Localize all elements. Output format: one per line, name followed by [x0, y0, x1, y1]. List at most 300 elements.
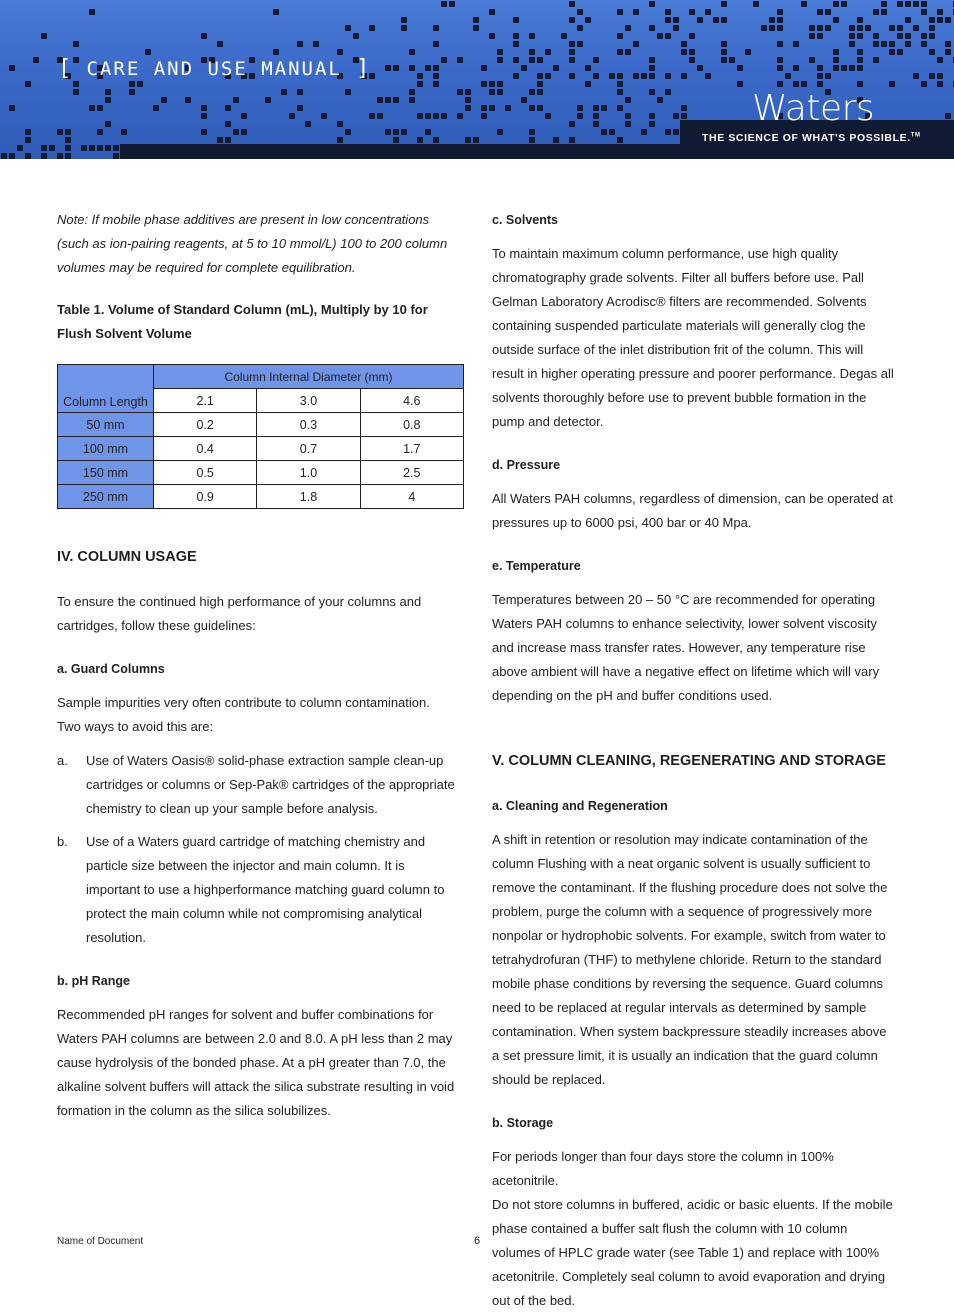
pixel-block	[681, 105, 687, 111]
pixel-block	[793, 81, 799, 87]
pixel-block	[817, 73, 823, 79]
pixel-block	[297, 41, 303, 47]
pixel-block	[849, 65, 855, 71]
pixel-block	[97, 105, 103, 111]
pixel-block	[585, 65, 591, 71]
pixel-block	[697, 17, 703, 23]
pixel-block	[417, 73, 423, 79]
pixel-block	[521, 65, 527, 71]
volume-cell: 0.3	[257, 413, 360, 437]
pixel-block	[553, 65, 559, 71]
pixel-block	[641, 73, 647, 79]
pixel-block	[617, 33, 623, 39]
pixel-block	[913, 25, 919, 31]
pixel-block	[425, 65, 431, 71]
pixel-block	[793, 41, 799, 47]
pixel-block	[513, 57, 519, 63]
pixel-block	[465, 89, 471, 95]
pixel-block	[9, 105, 15, 111]
header-banner	[0, 0, 954, 159]
pixel-block	[577, 41, 583, 47]
volume-cell: 0.5	[154, 461, 257, 485]
pixel-block	[777, 17, 783, 23]
pixel-block	[849, 25, 855, 31]
pixel-block	[481, 65, 487, 71]
pixel-block	[817, 81, 823, 87]
pixel-block	[777, 9, 783, 15]
pixel-block	[937, 57, 943, 63]
pixel-block	[889, 25, 895, 31]
pixel-block	[401, 25, 407, 31]
pixel-block	[569, 41, 575, 47]
pixel-block	[89, 105, 95, 111]
pixel-block	[465, 97, 471, 103]
bracket-open: [	[58, 56, 73, 81]
pixel-block	[921, 1, 927, 7]
pixel-block	[881, 41, 887, 47]
pixel-block	[345, 89, 351, 95]
length-cell: 50 mm	[58, 413, 154, 437]
pixel-block	[153, 105, 159, 111]
pixel-block	[705, 9, 711, 15]
pixel-block	[849, 33, 855, 39]
pixel-block	[761, 25, 767, 31]
pixel-block	[721, 17, 727, 23]
pixel-block	[497, 57, 503, 63]
volume-cell: 4	[360, 485, 463, 509]
trademark-mark: TM	[910, 132, 921, 139]
pixel-block	[905, 33, 911, 39]
pixel-block	[505, 105, 511, 111]
storage-text: For periods longer than four days store the column in 100% acetonitrile. Do not store columns in buffered, acidic or basic eluents. If the mobile phase contained a buffer salt flush the column with 10 column volumes of HPLC grade water (see Table 1) and replace with 100% acetonitrile. Completely seal column to avoid evaporation and drying out of the bed.	[492, 1149, 893, 1308]
pixel-block	[681, 73, 687, 79]
pixel-block	[945, 49, 951, 55]
pixel-block	[937, 81, 943, 87]
pixel-block	[417, 81, 423, 87]
pixel-block	[721, 1, 727, 7]
temperature-text: Temperatures between 20 – 50 °C are recommended for operating Waters PAH columns to enhance selectivity, lower solvent viscosity and increase mass transfer rates. However, any temperature rise above ambient will have a negative effect on lifetime which will vary depending on the pH and buffer conditions used.	[492, 592, 880, 703]
list-item	[57, 749, 462, 821]
pixel-block	[497, 89, 503, 95]
pixel-block	[409, 89, 415, 95]
pixel-block	[777, 25, 783, 31]
regeneration-heading: a. Cleaning and Regeneration	[492, 799, 668, 813]
pixel-block	[905, 1, 911, 7]
solvents-text: To maintain maximum column performance, use high quality chromatography grade solvents. Filter all buffers before use. Pall Gelman Laboratory Acrodisc® filters are recommended. Solvents containing suspended particulate materials will generally clog the outside surface of the inlet distribution frit of the column. This will result in higher operating pressure and poorer performance. Degas all solvents thoroughly before use to prevent bubble formation in the pump and detector.	[492, 246, 894, 429]
length-cell: 250 mm	[58, 485, 154, 509]
pixel-block	[713, 17, 719, 23]
pixel-block	[529, 49, 535, 55]
list-label: b.	[57, 834, 68, 849]
pixel-block	[753, 1, 759, 7]
pixel-block	[841, 1, 847, 7]
pixel-block	[201, 105, 207, 111]
list-text: Use of Waters Oasis® solid-phase extraction sample clean-up cartridges or columns or Sep-Pak® cartridges of the appropriate chemistry to clean up your sample before analysis.	[86, 753, 455, 816]
list-label: a.	[57, 753, 68, 768]
column-usage-intro: To ensure the continued high performance of your columns and cartridges, follow these guidelines:	[57, 594, 422, 633]
pixel-block	[393, 97, 399, 103]
pixel-block	[465, 105, 471, 111]
pixel-block	[529, 105, 535, 111]
pixel-block	[353, 33, 359, 39]
pixel-block	[921, 41, 927, 47]
pixel-block	[857, 65, 863, 71]
pixel-block	[617, 73, 623, 79]
pixel-block	[801, 1, 807, 7]
pixel-block	[401, 17, 407, 23]
pixel-block	[537, 81, 543, 87]
pixel-block	[337, 49, 343, 55]
pixel-block	[521, 97, 527, 103]
pixel-block	[217, 41, 223, 47]
pixel-block	[225, 105, 231, 111]
pixel-block	[625, 25, 631, 31]
pixel-block	[529, 33, 535, 39]
pixel-block	[897, 33, 903, 39]
pixel-block	[889, 49, 895, 55]
pixel-block	[273, 9, 279, 15]
pixel-block	[929, 73, 935, 79]
equilibration-note: Note: If mobile phase additives are present in low concentrations (such as ion-pairing reagents, at 5 to 10 mmol/L) 100 to 200 column volumes may be required for complete equilibration.	[57, 212, 448, 275]
pixel-block	[449, 1, 455, 7]
pixel-block	[441, 57, 447, 63]
pixel-block	[737, 81, 743, 87]
pixel-block	[569, 57, 575, 63]
pixel-block	[929, 25, 935, 31]
pixel-block	[273, 49, 279, 55]
pixel-block	[681, 49, 687, 55]
cleaning-heading: V. COLUMN CLEANING, REGENERATING AND STORAGE	[492, 753, 886, 769]
pixel-block	[129, 81, 135, 87]
volume-cell: 0.4	[154, 437, 257, 461]
pixel-block	[905, 41, 911, 47]
pixel-block	[369, 25, 375, 31]
table-row	[58, 413, 464, 437]
table-row	[58, 485, 464, 509]
tagline: THE SCIENCE OF WHAT'S POSSIBLE.™	[702, 132, 921, 144]
pixel-block	[673, 25, 679, 31]
pixel-block	[865, 25, 871, 31]
pixel-block	[497, 81, 503, 87]
column-usage-heading: IV. COLUMN USAGE	[57, 549, 197, 565]
pixel-block	[873, 33, 879, 39]
pixel-block	[433, 81, 439, 87]
column-volume-table	[57, 364, 464, 509]
pixel-block	[457, 57, 463, 63]
pixel-block	[433, 73, 439, 79]
pixel-block	[769, 17, 775, 23]
pixel-block	[857, 33, 863, 39]
pixel-block	[665, 33, 671, 39]
pixel-block	[569, 1, 575, 7]
pixel-block	[881, 1, 887, 7]
pixel-block	[617, 49, 623, 55]
pixel-block	[161, 97, 167, 103]
pixel-block	[889, 81, 895, 87]
list-text: Use of a Waters guard cartridge of matching chemistry and particle size between the injector and main column. It is important to use a highperformance matching guard column to protect the main column while not compromising analytical resolution.	[86, 834, 445, 945]
pixel-block	[385, 97, 391, 103]
volume-cell: 2.5	[360, 461, 463, 485]
pixel-block	[617, 89, 623, 95]
regeneration-text: A shift in retention or resolution may indicate contamination of the column Flushing with a neat organic solvent is usually sufficient to remove the contaminant. If the flushing procedure does not solve the problem, purge the column with a sequence of progressively more nonpolar or hydrophobic solvents. For example, switch from water to tetrahydrofuran (THF) to methylene chloride. Return to the standard mobile phase conditions by reversing the sequence. Guard columns need to be replaced at regular intervals as determined by sample contamination. When system backpressure steadily increases above a set pressure limit, it is usually an indication that the guard column should be replaced.	[492, 832, 888, 1087]
pixel-block	[489, 33, 495, 39]
pixel-block	[569, 73, 575, 79]
pixel-block	[793, 65, 799, 71]
diameter-cell: 4.6	[360, 389, 463, 413]
pixel-block	[857, 57, 863, 63]
pixel-block	[945, 41, 951, 47]
pixel-block	[689, 57, 695, 63]
volume-cell: 0.2	[154, 413, 257, 437]
table-header-row	[58, 365, 464, 389]
pixel-block	[633, 41, 639, 47]
pixel-block	[929, 49, 935, 55]
solvents-heading: c. Solvents	[492, 213, 558, 227]
pixel-block	[561, 33, 567, 39]
pixel-block	[665, 73, 671, 79]
length-cell: 150 mm	[58, 461, 154, 485]
pixel-block	[849, 41, 855, 47]
pixel-block	[809, 25, 815, 31]
diameter-cell: 2.1	[154, 389, 257, 413]
pixel-block	[297, 105, 303, 111]
diameter-cell: 3.0	[257, 389, 360, 413]
pixel-block	[649, 65, 655, 71]
pixel-block	[73, 89, 79, 95]
pixel-block	[537, 73, 543, 79]
pixel-block	[625, 49, 631, 55]
manual-title	[58, 56, 370, 81]
pixel-block	[345, 25, 351, 31]
pixel-block	[585, 17, 591, 23]
pixel-block	[929, 33, 935, 39]
pixel-block	[545, 73, 551, 79]
pixel-block	[649, 89, 655, 95]
pixel-block	[25, 81, 31, 87]
page-number: 6	[474, 1235, 481, 1247]
diameter-header: Column Internal Diameter (mm)	[154, 365, 464, 389]
pixel-block	[729, 57, 735, 63]
pixel-block	[873, 9, 879, 15]
pixel-block	[913, 73, 919, 79]
pixel-block	[601, 105, 607, 111]
pixel-block	[313, 41, 319, 47]
pixel-block	[105, 89, 111, 95]
pixel-block	[497, 49, 503, 55]
pixel-block	[745, 49, 751, 55]
pixel-block	[529, 89, 535, 95]
pixel-block	[409, 65, 415, 71]
pixel-block	[617, 105, 623, 111]
pixel-block	[617, 81, 623, 87]
pixel-block	[897, 49, 903, 55]
pixel-block	[473, 17, 479, 23]
pixel-block	[513, 73, 519, 79]
pixel-block	[897, 25, 903, 31]
list-item	[57, 830, 462, 950]
pixel-block	[833, 1, 839, 7]
pixel-block	[705, 73, 711, 79]
pixel-block	[937, 73, 943, 79]
pixel-block	[857, 25, 863, 31]
pixel-block	[457, 89, 463, 95]
pixel-block	[9, 65, 15, 71]
pixel-block	[833, 49, 839, 55]
pixel-block	[129, 89, 135, 95]
pixel-block	[649, 57, 655, 63]
volume-cell: 0.9	[154, 485, 257, 509]
table-row	[58, 461, 464, 485]
table-caption: Table 1. Volume of Standard Column (mL), Multiply by 10 for Flush Solvent Volume	[57, 302, 428, 341]
pixel-block	[785, 73, 791, 79]
pixel-block	[145, 49, 151, 55]
pixel-block	[33, 57, 39, 63]
pixel-block	[409, 97, 415, 103]
temperature-heading: e. Temperature	[492, 559, 581, 573]
pixel-block	[649, 25, 655, 31]
pixel-block	[817, 33, 823, 39]
pixel-block	[649, 1, 655, 7]
pixel-block	[921, 33, 927, 39]
pixel-block	[89, 9, 95, 15]
pixel-block	[545, 49, 551, 55]
pixel-block	[921, 9, 927, 15]
length-cell: 100 mm	[58, 437, 154, 461]
right-column	[492, 208, 897, 1313]
pixel-block	[817, 65, 823, 71]
pixel-block	[857, 81, 863, 87]
pixel-block	[649, 73, 655, 79]
pixel-block	[945, 17, 951, 23]
pixel-block	[889, 41, 895, 47]
pixel-block	[809, 33, 815, 39]
pixel-block	[441, 1, 447, 7]
pixel-block	[409, 49, 415, 55]
pixel-block	[73, 41, 79, 47]
pixel-block	[577, 25, 583, 31]
pixel-block	[665, 9, 671, 15]
pixel-block	[513, 17, 519, 23]
pixel-block	[777, 81, 783, 87]
pixel-block	[137, 81, 143, 87]
pixel-block	[625, 97, 631, 103]
pixel-block	[721, 41, 727, 47]
pixel-block	[297, 89, 303, 95]
pixel-block	[673, 17, 679, 23]
pixel-block	[201, 33, 207, 39]
pixel-block	[537, 105, 543, 111]
pixel-block	[841, 65, 847, 71]
pixel-block	[881, 9, 887, 15]
pixel-block	[689, 49, 695, 55]
pixel-block	[489, 89, 495, 95]
pressure-heading: d. Pressure	[492, 458, 561, 472]
pixel-block	[721, 49, 727, 55]
storage-heading: b. Storage	[492, 1116, 554, 1130]
pixel-block	[433, 65, 439, 71]
pixel-block	[489, 81, 495, 87]
guard-intro: Sample impurities very often contribute to column contamination. Two ways to avoid this are:	[57, 695, 430, 734]
pixel-block	[657, 97, 663, 103]
pixel-block	[73, 81, 79, 87]
pixel-block	[105, 97, 111, 103]
pixel-block	[665, 17, 671, 23]
bracket-close: ]	[356, 56, 371, 81]
pixel-block	[617, 9, 623, 15]
pixel-block	[937, 9, 943, 15]
pixel-block	[809, 57, 815, 63]
volume-cell: 0.7	[257, 437, 360, 461]
pixel-block	[281, 89, 287, 95]
pixel-block	[633, 9, 639, 15]
pixel-block	[265, 97, 271, 103]
pressure-text: All Waters PAH columns, regardless of dimension, can be operated at pressures up to 6000 psi, 400 bar or 40 Mpa.	[492, 491, 894, 530]
left-column	[57, 208, 462, 1123]
pixel-block	[537, 89, 543, 95]
pixel-block	[585, 81, 591, 87]
pixel-block	[593, 105, 599, 111]
volume-cell: 1.8	[257, 485, 360, 509]
pixel-block	[577, 105, 583, 111]
pixel-block	[681, 41, 687, 47]
pixel-block	[833, 57, 839, 63]
guard-columns-heading: a. Guard Columns	[57, 662, 165, 676]
pixel-block	[41, 33, 47, 39]
pixel-block	[777, 41, 783, 47]
pixel-block	[857, 49, 863, 55]
pixel-block	[481, 105, 487, 111]
pixel-block	[817, 9, 823, 15]
pixel-block	[633, 73, 639, 79]
pixel-block	[433, 25, 439, 31]
pixel-block	[873, 57, 879, 63]
pixel-block	[833, 65, 839, 71]
pixel-block	[769, 25, 775, 31]
pixel-block	[377, 97, 383, 103]
volume-cell: 0.8	[360, 413, 463, 437]
pixel-block	[697, 65, 703, 71]
pixel-block	[913, 1, 919, 7]
pixel-block	[737, 65, 743, 71]
pixel-block	[473, 25, 479, 31]
pixel-block	[233, 97, 239, 103]
pixel-block	[777, 65, 783, 71]
pixel-block	[593, 73, 599, 79]
pixel-block	[529, 57, 535, 63]
pixel-block	[385, 65, 391, 71]
pixel-block	[537, 57, 543, 63]
pixel-block	[593, 57, 599, 63]
volume-cell: 1.0	[257, 461, 360, 485]
pixel-block	[569, 49, 575, 55]
pixel-block	[489, 105, 495, 111]
pixel-block	[481, 81, 487, 87]
pixel-block	[721, 57, 727, 63]
pixel-block	[873, 41, 879, 47]
ph-range-text: Recommended pH ranges for solvent and buffer combinations for Waters PAH columns are between 2.0 and 8.0. A pH less than 2 may cause hydrolysis of the bonded phase. At a pH greater than 7.0, the alkaline solvent buffers will attack the silica substrate resulting in void formation in the column as the silica solubilizes.	[57, 1007, 455, 1118]
pixel-block	[489, 9, 495, 15]
pixel-block	[689, 33, 695, 39]
pixel-block	[825, 25, 831, 31]
manual-title-text: CARE AND USE MANUAL	[86, 58, 342, 80]
pixel-block	[857, 17, 863, 23]
pixel-block	[657, 33, 663, 39]
pixel-block	[825, 73, 831, 79]
column-length-header: Column Length	[58, 365, 154, 413]
pixel-block	[905, 17, 911, 23]
pixel-block	[433, 41, 439, 47]
pixel-block	[929, 17, 935, 23]
